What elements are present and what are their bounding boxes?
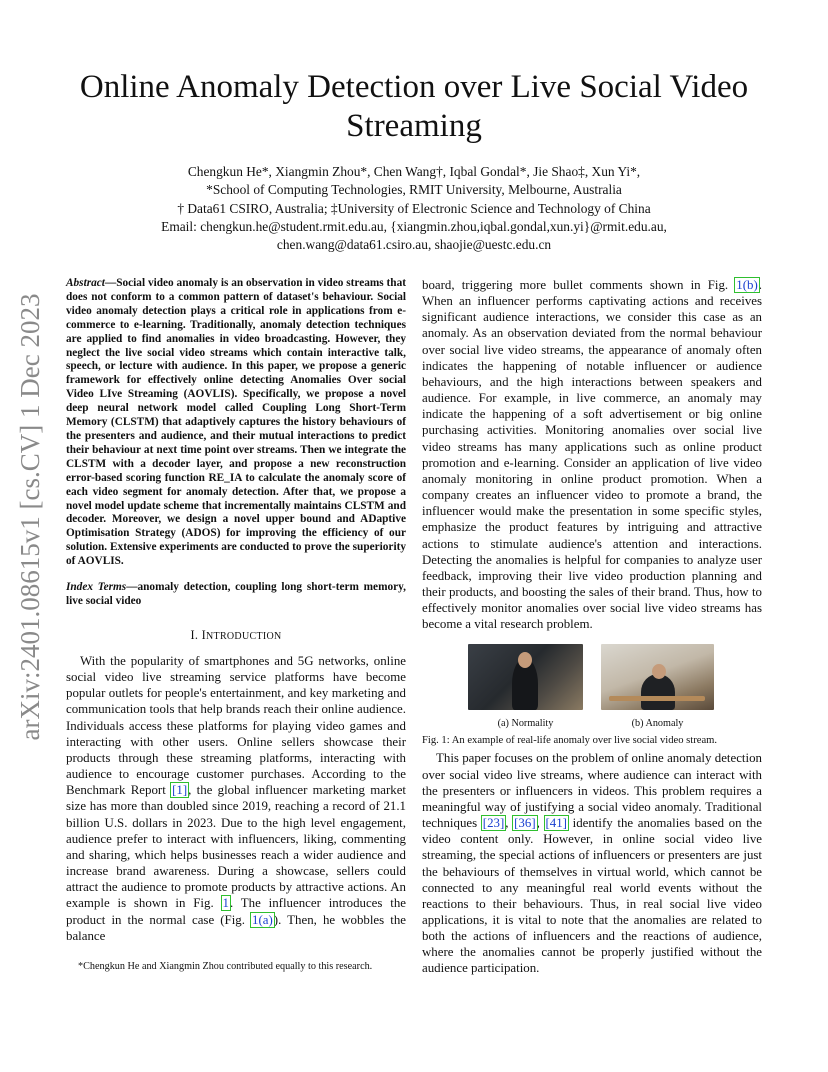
abstract-text: —Social video anomaly is an observation in video streams that does not conform to a common pattern of dataset's behaviour. Social video anomaly detection plays a critical role in applications from e-commerce to e-learning. Traditionally, anomaly detection techniques are applied to find anomalies in video broadcasting. However, they neglect the live social video streams which contain interactive talk, speech, or lecture with audience. In this paper, we propose a generic framework for effectively online detecting Anomalies Over social Video LIve Streaming (AOVLIS). Specifically, we propose a novel deep neural network model called Coupling Long Short-Term Memory (CLSTM) that adaptively captures the history behaviours of the presenters and audience, and their mutual interactions to predict their behaviour at next time point over streams. Then we integrate the CLSTM with a decoder layer, and propose a new reconstruction error-based scoring function RE_IA to calculate the anomaly score of each video segment for anomaly detection. After that, we propose a novel model update scheme that incrementally maintains CLSTM and decoder. Moreover, we design a novel upper bound and ADaptive Optimisation Strategy (ADOS) for improving the efficiency of our solution. Extensive experiments are conducted to prove the superiority of AOVLIS. (66, 277, 406, 568)
section-title-initial: I (201, 627, 207, 642)
author-block (90, 163, 738, 254)
citation-link[interactable]: [36] (514, 816, 536, 831)
affiliation-data61-uestc: † Data61 CSIRO, Australia; ‡University of Electronic Science and Technology of China (177, 200, 651, 216)
figure-1 (422, 644, 762, 730)
subfigure-caption-b: (b) Anomaly (631, 718, 684, 730)
author-emails-line-1: Email: chengkun.he@student.rmit.edu.au, {xiangmin.zhou,iqbal.gondal,xun.yi}@rmit.edu.au, (161, 218, 667, 234)
intro-text-c: . The influencer introduces the product in the normal case (Fig. (66, 896, 406, 927)
right-paragraph-2 (422, 750, 762, 976)
index-terms (66, 581, 406, 609)
right-text-c: This paper focuses on the problem of online anomaly detection over social video live streams, where audience can interact with the presenters or influencers in videos. This problem requires a meaningful way of justifying a social video anomaly. Traditional techniques (422, 751, 762, 831)
separator: , (536, 816, 545, 831)
left-column (66, 277, 406, 944)
paper-title (70, 68, 758, 146)
figure-link[interactable]: 1(b) (736, 278, 758, 292)
right-text-d: identify the anomalies based on the video content only. However, in online social video live streaming, the special actions of influencers or presenters are just the behaviours of themselves in virtual world, which cannot be connected to any meaningful real world events without the reactions to their behaviours. Thus, in real social live video applications, it is vital to note that the anomalies are related to both the actions of influencers and the reactions of audience, where the anomalies cannot be properly justified without the audience participation. (422, 816, 762, 976)
figure-caption: Fig. 1: An example of real-life anomaly over live social video stream. (422, 735, 718, 747)
citation-link[interactable]: [1] (172, 783, 188, 798)
intro-text-b: , the global influencer marketing market size has more than doubled since 2019, reaching a record of 21.1 billion U.S. dollars in 2023. Due to the high level engagement, audience prefer to interact with influencers, liking, commenting and sharing, which helps businesses reach a wider audience and increase brand awareness. During a showcase, sellers could attract the audience to promote products by attractive actions. An example is shown in Fig. (66, 783, 407, 911)
index-terms-label: Index Terms (66, 581, 127, 594)
abstract-label: Abstract (66, 277, 105, 289)
citation-link[interactable]: [23] (482, 816, 505, 831)
figure-link[interactable]: 1(a) (252, 912, 273, 927)
right-paragraph-1 (422, 277, 762, 632)
title-line-2: Streaming (346, 108, 482, 144)
balance-board (609, 696, 705, 701)
figure-link[interactable]: 1 (222, 896, 229, 911)
section-title-rest: NTRODUCTION (206, 630, 282, 642)
index-terms-text: —anomaly detection, coupling long short-term memory, live social video (66, 581, 406, 607)
arxiv-sidebar-identifier: arXiv:2401.08615v1 [cs.CV] 1 Dec 2023 (15, 293, 45, 741)
citation-link[interactable]: [41] (545, 816, 567, 831)
figure-image-anomaly (601, 644, 714, 710)
author-names: Chengkun He*, Xiangmin Zhou*, Chen Wang†, Iqbal Gondal*, Jie Shao‡, Xun Yi*, (187, 164, 641, 179)
footnote: *Chengkun He and Xiangmin Zhou contributed equally to this research. (78, 961, 373, 972)
right-text-b: . When an influencer performs captivating actions and receives significant audience interactions, we consider this case as an anomaly. As an observation deviated from the normal behaviour over social live video streams, the appearance of anomaly often indicates the happening of notable influencer or audience behaviours, and the high interactions between speakers and audience. For example, in live commerce, an anomaly may indicate the happening of a soft advertisement or big online purchasing activities. Monitoring anomalies over social live video streams has many applications such as online product promotion and e-learning. Consider an application of live video anomaly monitoring in online product promotion. When a company creates an influencer video to promote a brand, the influencer would make the presentation in some specific styles, emphasize the product features by intriguing and attractive actions to stimulate audience's attention and interactions. Detecting the anomalies is helpful for companies to analyze user feedback, improving their live video production planning and their products, and boosting the sales of their brand. Thus, how to effectively monitor anomalies over social live video streams has become a vital research problem. (422, 278, 762, 632)
affiliation-rmit: *School of Computing Technologies, RMIT University, Melbourne, Australia (206, 182, 622, 198)
right-text-a: board, triggering more bullet comments shown in Fig. (422, 278, 736, 292)
intro-text-d: ). Then, he wobbles the balance (66, 912, 406, 943)
title-line-1: Online Anomaly Detection over Live Social Video (79, 69, 749, 105)
right-column (422, 277, 762, 977)
section-heading-introduction (66, 627, 406, 645)
intro-text-a: With the popularity of smartphones and 5G networks, online social video live streaming service platforms have become popular outlets for people's entertainment, and key marketing and communication tools that help brands reach their online audience. Individuals access these platforms for playing video games and interacting with other users. Online sellers showcase their products through these streaming platforms, interacting with audience to encourage customer purchases. According to the Benchmark Report (66, 654, 406, 798)
intro-paragraph-1 (66, 653, 406, 944)
separator: , (505, 816, 514, 831)
figure-image-normality (468, 644, 583, 710)
abstract (66, 277, 406, 569)
subfigure-caption-a: (a) Normality (497, 718, 554, 730)
author-emails-line-2: chen.wang@data61.csiro.au, shaojie@uestc.edu.cn (276, 237, 552, 253)
section-number: I. (190, 627, 199, 642)
presenter-silhouette (641, 674, 675, 710)
